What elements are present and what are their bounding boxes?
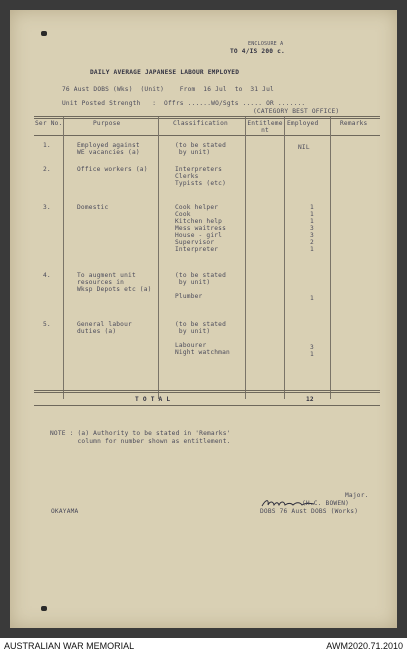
employed-value: 3	[310, 344, 314, 351]
unit-line: 76 Aust DOBS (Wks) (Unit) From 16 Jul to 31 Jul	[62, 86, 274, 93]
column-header-entitlement: Entitlement	[247, 120, 283, 135]
ser-no: 5.	[43, 321, 51, 328]
reference-line-1: ENCLOSURE A	[248, 41, 284, 47]
column-header-classification: Classification	[173, 120, 228, 127]
total-value: 12	[306, 396, 314, 403]
signatory-unit: DOBS 76 Aust DOBS (Works)	[260, 508, 359, 515]
signatory-name: (H.C. BOWEN)	[302, 500, 350, 507]
classification-text: House - girl	[175, 232, 223, 239]
column-divider	[158, 117, 159, 399]
employed-value: 2	[310, 239, 314, 246]
classification-text: by unit)	[175, 328, 211, 335]
purpose-text: Domestic	[77, 204, 109, 211]
purpose-text: To augment unit	[77, 272, 136, 279]
total-top-rule	[34, 390, 380, 391]
classification-text: Mess waitress	[175, 225, 227, 232]
employed-value: 1	[310, 246, 314, 253]
purpose-text: Wksp Depots etc (a)	[77, 286, 152, 293]
employed-value: 1	[310, 295, 314, 302]
punch-hole	[41, 31, 47, 36]
employed-value: NIL	[298, 144, 310, 151]
employed-value: 3	[310, 232, 314, 239]
reference-line-2: TO 4/IS 200 c.	[230, 48, 285, 55]
purpose-text: General labour	[77, 321, 132, 328]
employed-value: 1	[310, 211, 314, 218]
archive-name: AUSTRALIAN WAR MEMORIAL	[4, 641, 135, 651]
classification-text: (to be stated	[175, 142, 227, 149]
column-header-purpose: Purpose	[93, 120, 121, 127]
purpose-text: WE vacancies (a)	[77, 149, 140, 156]
employed-value: 1	[310, 218, 314, 225]
location-text: OKAYAMA	[51, 508, 79, 515]
total-top-rule-2	[34, 392, 380, 393]
note-line-1: NOTE : (a) Authority to be stated in 'Remarks'	[50, 430, 231, 437]
classification-text: Labourer	[175, 342, 207, 349]
classification-text: (to be stated	[175, 321, 227, 328]
note-line-2: column for number shown as entitlement.	[50, 438, 231, 445]
total-label: T O T A L	[135, 396, 171, 403]
purpose-text: duties (a)	[77, 328, 117, 335]
classification-text: Plumber	[175, 293, 203, 300]
employed-value: 1	[310, 204, 314, 211]
table-top-rule-2	[34, 118, 380, 119]
column-divider	[330, 117, 331, 399]
classification-text: Clerks	[175, 173, 199, 180]
signatory-rank: Major.	[345, 492, 369, 499]
document-page	[10, 10, 397, 628]
document-title: DAILY AVERAGE JAPANESE LABOUR EMPLOYED	[90, 69, 240, 76]
classification-text: Night watchman	[175, 349, 230, 356]
classification-text: Interpreters	[175, 166, 223, 173]
classification-text: Kitchen help	[175, 218, 223, 225]
column-header-ser: Ser No.	[35, 120, 63, 127]
classification-text: Interpreter	[175, 246, 219, 253]
employed-value: 3	[310, 225, 314, 232]
archive-reference: AWM2020.71.2010	[326, 641, 403, 651]
ser-no: 3.	[43, 204, 51, 211]
column-header-remarks: Remarks	[340, 120, 368, 127]
classification-text: Cook	[175, 211, 191, 218]
purpose-text: Employed against	[77, 142, 140, 149]
ser-no: 4.	[43, 272, 51, 279]
column-divider	[284, 117, 285, 399]
strength-note: (CATEGORY BEST OFFICE)	[253, 108, 340, 115]
purpose-text: resources in	[77, 279, 125, 286]
classification-text: (to be stated	[175, 272, 227, 279]
purpose-text: Office workers (a)	[77, 166, 148, 173]
classification-text: Cook helper	[175, 204, 219, 211]
table-top-rule	[34, 116, 380, 117]
archive-footer	[0, 638, 407, 653]
classification-text: by unit)	[175, 149, 211, 156]
ser-no: 2.	[43, 166, 51, 173]
table-header-rule	[34, 135, 380, 136]
classification-text: by unit)	[175, 279, 211, 286]
column-divider	[245, 117, 246, 399]
classification-text: Supervisor	[175, 239, 215, 246]
column-header-employed: Employed	[287, 120, 319, 127]
column-divider	[63, 117, 64, 399]
total-bottom-rule	[34, 405, 380, 406]
punch-hole	[41, 606, 47, 611]
ser-no: 1.	[43, 142, 51, 149]
strength-line: Unit Posted Strength : Offrs ......WO/Sgts ..... OR .......	[62, 100, 306, 107]
classification-text: Typists (etc)	[175, 180, 227, 187]
employed-value: 1	[310, 351, 314, 358]
